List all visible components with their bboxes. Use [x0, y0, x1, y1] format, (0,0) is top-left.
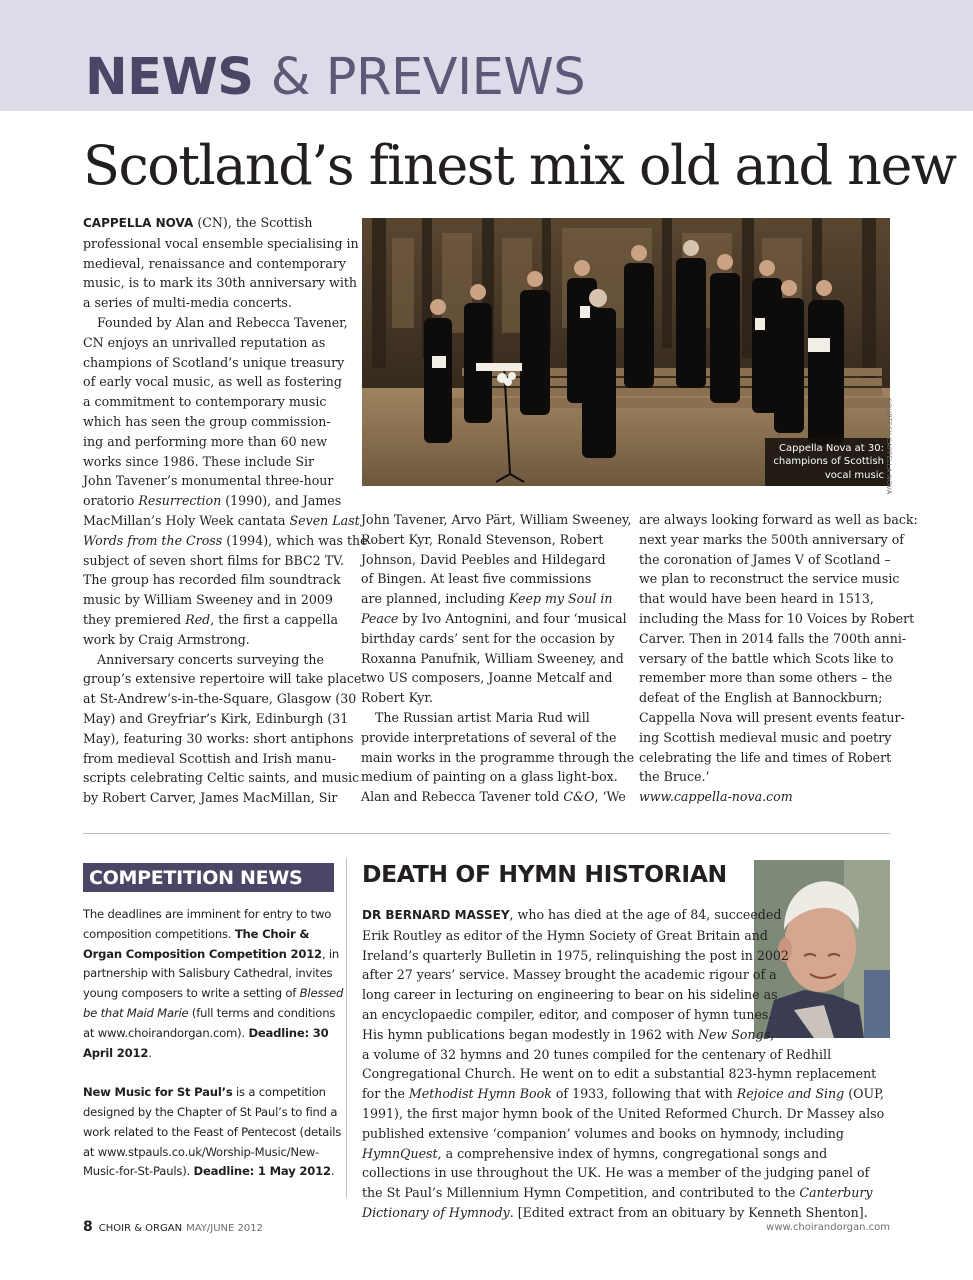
- section-title: [85, 46, 585, 110]
- article-column-1: CAPPELLA NOVA (CN), the Scottish professional vocal ensemble specialising in medieval, renaissance and contemporary music, is to mark its 30th anniversary with a series of multi-media concerts. Founded by Alan and Rebecca Tavener, CN enjoys an unrivalled reputation as champions of Scotland’s unique treasury of early vocal music, as well as fostering a commitment to contemporary music which has seen the group commission- ing and performing more than 60 new works since 1986. These include Sir John Tavener’s monumental three-hour oratorio Resurrection (1990), and James MacMillan’s Holy Week cantata Seven Last Words from the Cross (1994), which was the subject of seven short films for BBC2 TV. The group has recorded film soundtrack music by William Sweeney and in 2009 they premiered Red, the first a cappella work by Craig Armstrong. Anniversary concerts surveying the group’s extensive repertoire will take place at St-Andrew’s-in-the-Square, Glasgow (30 May) and Greyfriar’s Kirk, Edinburgh (31 May), featuring 30 works: short antiphons from medieval Scottish and Irish manu- scripts celebrating Celtic saints, and music by Robert Carver, James MacMillan, Sir: [83, 215, 368, 806]
- article-column-2: John Tavener, Arvo Pärt, William Sweeney, Robert Kyr, Ronald Stevenson, Robert Johnson, David Peebles and Hildegard of Bingen. At least five commissions are planned, including Keep my Soul in Peace by Ivo Antognini, and four ‘musical birthday cards’ sent for the occasion by Roxanna Panufnik, William Sweeney, and two US composers, Joanne Metcalf and Robert Kyr. The Russian artist Maria Rud will provide interpretations of several of the main works in the programme through the medium of painting on a glass light-box. Alan and Rebecca Tavener told C&O, ‘We: [361, 512, 635, 805]
- issue-date: MAY/JUNE 2012: [186, 1223, 263, 1234]
- competition-news-heading: COMPETITION NEWS: [83, 863, 334, 892]
- photo-caption: Cappella Nova at 30: champions of Scottish vocal music: [765, 438, 890, 487]
- cappella-nova-link[interactable]: www.cappella-nova.com: [639, 789, 793, 805]
- obituary-heading: DEATH OF HYMN HISTORIAN: [362, 860, 727, 888]
- article-headline: Scotland’s finest mix old and new: [83, 134, 956, 197]
- deadline-2: Deadline: 1 May 2012: [193, 1164, 331, 1179]
- footer-website[interactable]: www.choirandorgan.com: [766, 1222, 890, 1233]
- choir-photo: [362, 218, 890, 486]
- page-number: 8: [83, 1219, 93, 1235]
- column-divider: [346, 858, 347, 1198]
- article-column-3: are always looking forward as well as back: next year marks the 500th anniversary of the coronation of James V of Scotland – we plan to reconstruct the service music that would have been heard in 1513, including the Mass for 10 Voices by Robert Carver. Then in 2014 falls the 700th anni- versary of the battle which Scots like to remember more than some others – the defeat of the English at Bannockburn; Cappella Nova will present events featur- ing Scottish medieval music and poetry celebrating the life and times of Robert the Bruce.’ www.cappella-nova.com: [639, 512, 918, 805]
- section-divider: [83, 833, 890, 834]
- article-lead: CAPPELLA NOVA: [83, 216, 194, 230]
- deadline-1: Deadline: 30 April 2012: [83, 1025, 329, 1060]
- obituary-lead: DR BERNARD MASSEY: [362, 908, 510, 922]
- photo-credit: COURTESY CAPPELLA NOVA: [885, 398, 893, 495]
- competition-news-body: The deadlines are imminent for entry to two composition competitions. The Choir & Organ Composition Competition 2012, in partnership with Salisbury Cathedral, invites young composers to write a setting of Blessed be that Maid Marie (full terms and conditions at www.choirandorgan.com). Deadline: 30 April 2012. New Music for St Paul’s is a competition designed by the Chapter of St Paul’s to find a work related to the Feast of Pentecost (details at www.stpauls.co.uk/Worship-Music/New-Music-for-St-Pauls). Deadline: 1 May 2012.: [83, 907, 344, 1179]
- footer-left: [83, 1218, 263, 1238]
- section-title-rest: & PREVIEWS: [270, 48, 586, 107]
- magazine-name: CHOIR & ORGAN: [98, 1223, 183, 1234]
- section-title-bold: NEWS: [85, 48, 254, 107]
- obituary-body: DR BERNARD MASSEY, who has died at the age of 84, succeeded Erik Routley as editor of the Hymn Society of Great Britain and Ireland’s quarterly Bulletin in 1975, relinquishing the post in 2002 after 27 years’ service. Massey brought the academic rigour of a long career in lecturing on engineering to bear on his sideline as an encyclopaedic compiler, editor, and composer of hymn tunes. His hymn publications began modestly in 1962 with New Songs, a volume of 32 hymns and 20 tunes compiled for the centenary of Redhill Congregational Church. He went on to edit a substantial 823-hymn replacement for the Methodist Hymn Book of 1933, following that with Rejoice and Sing (OUP, 1991), the first major hymn book of the United Reformed Church. Dr Massey also published extensive ‘companion’ volumes and books on hymnody, including HymnQuest, a comprehensive index of hymns, congregational songs and collections in use throughout the UK. He was a member of the judging panel of the St Paul’s Millennium Hymn Competition, and contributed to the Canterbury Dictionary of Hymnody. [Edited extract from an obituary by Kenneth Shenton].: [362, 907, 885, 1220]
